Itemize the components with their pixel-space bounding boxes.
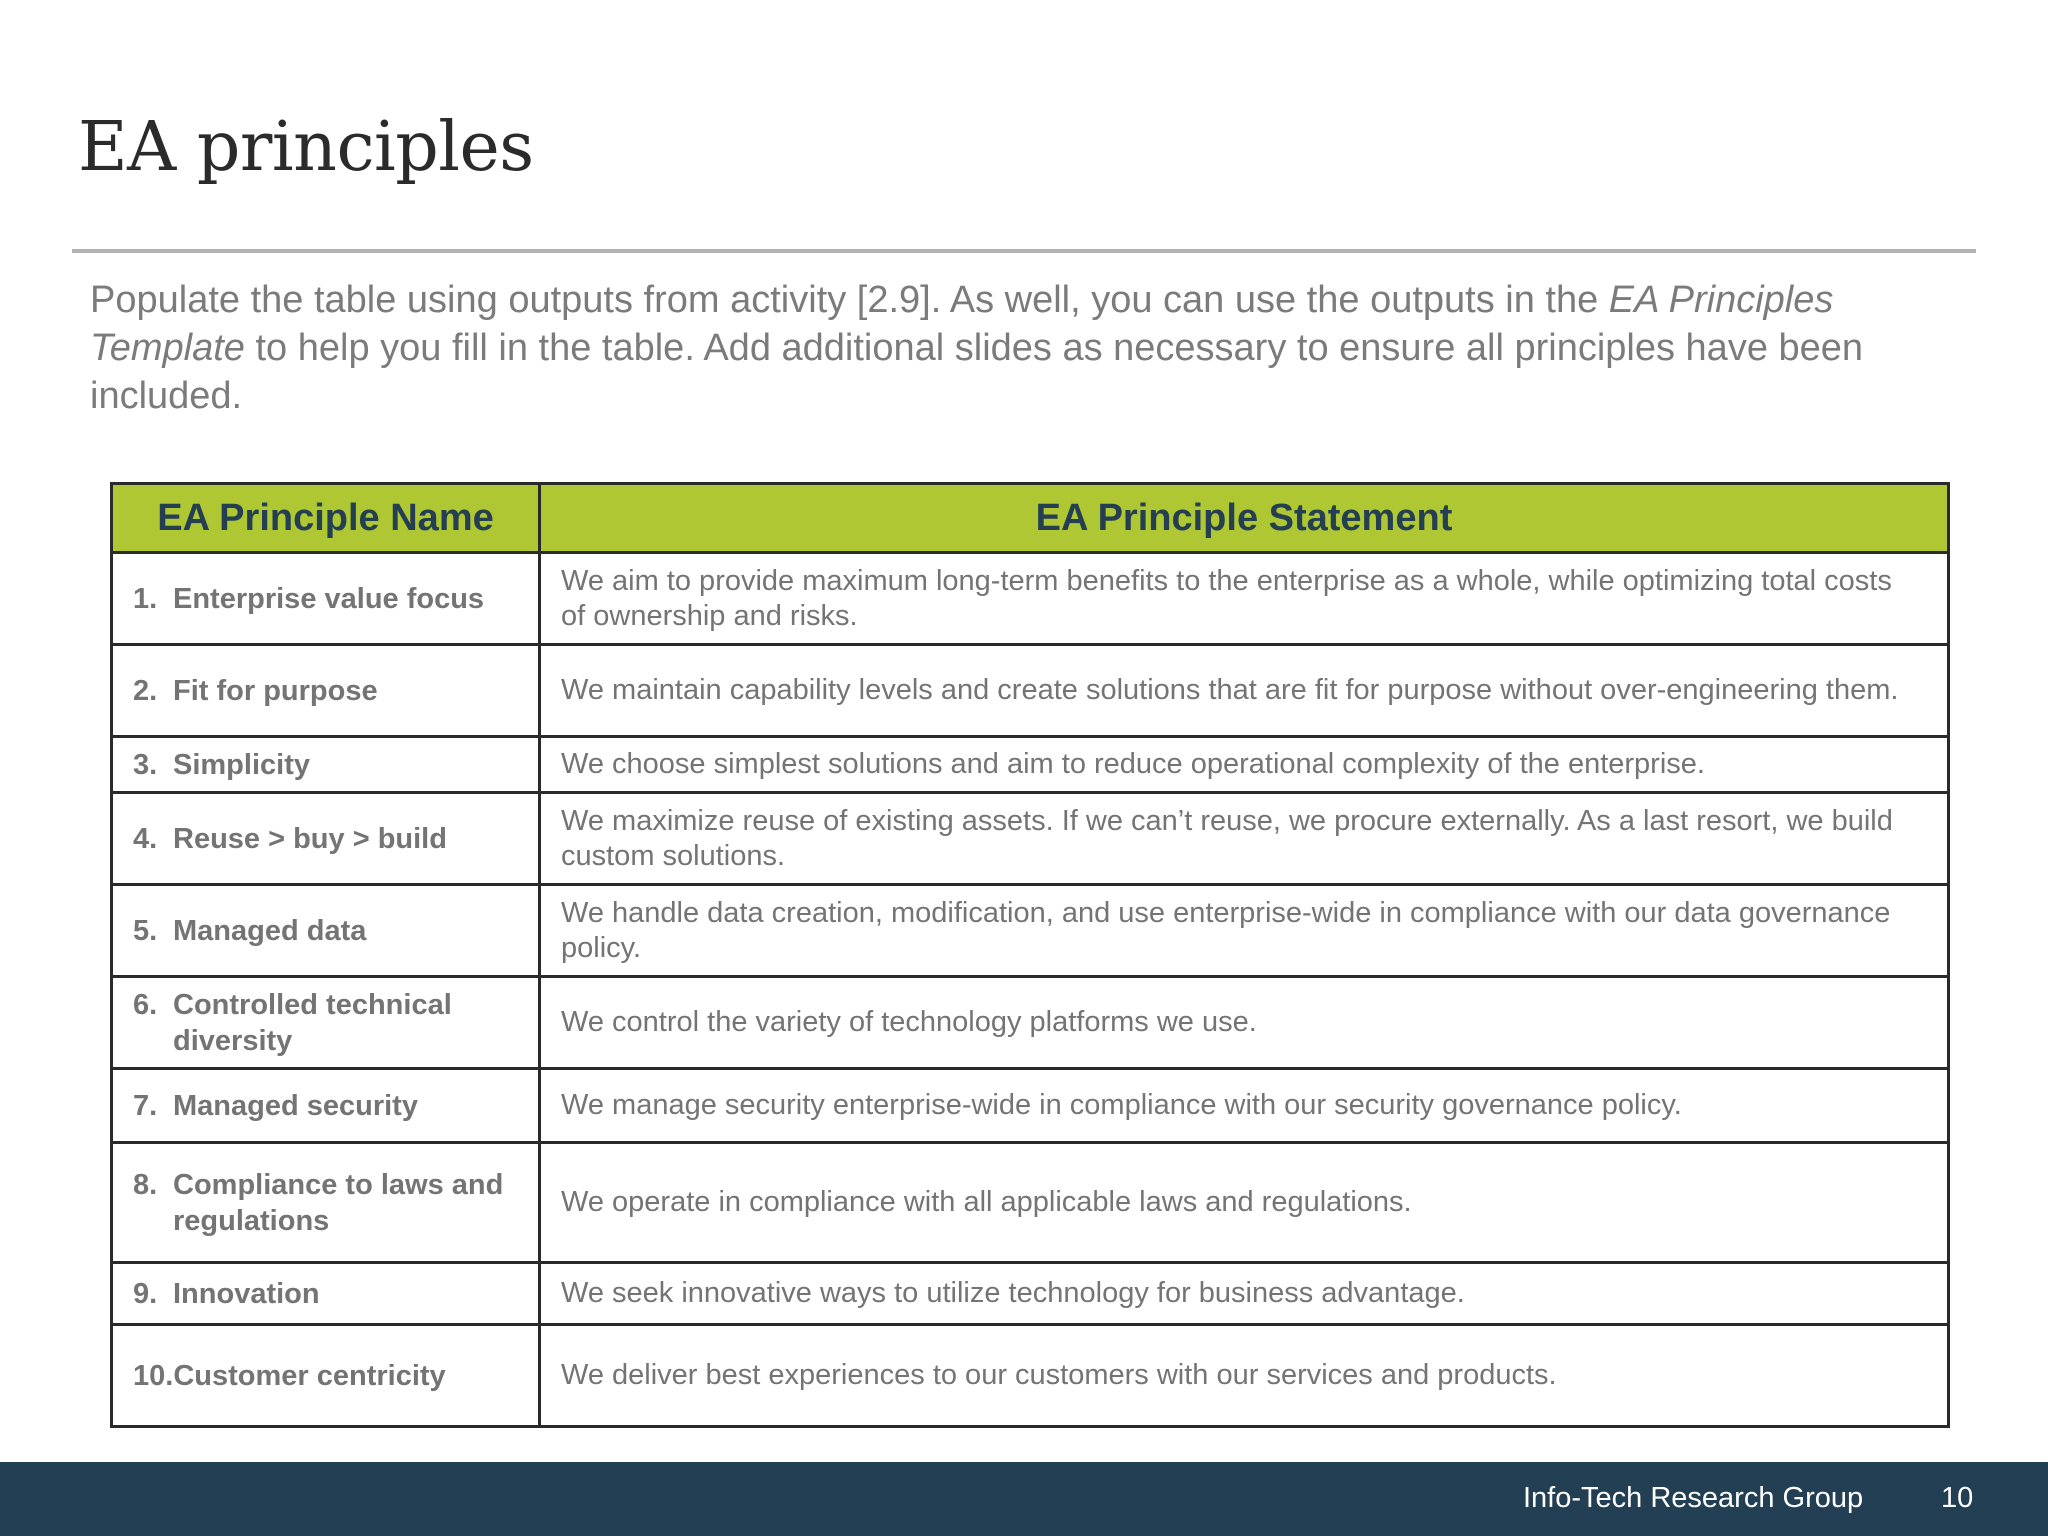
principle-statement: We manage security enterprise-wide in compliance with our security governance policy. bbox=[540, 1069, 1949, 1143]
intro-text-2: to help you fill in the table. Add additional slides as necessary to ensure all principles have been included. bbox=[90, 327, 1864, 417]
page-title: EA principles bbox=[78, 108, 534, 187]
principle-name-cell bbox=[112, 1263, 540, 1325]
principle-number: 2. bbox=[133, 674, 158, 707]
table-row bbox=[112, 977, 1949, 1069]
table-row bbox=[112, 1263, 1949, 1325]
principle-statement: We control the variety of technology platforms we use. bbox=[540, 977, 1949, 1069]
principle-name: Fit for purpose bbox=[173, 674, 378, 707]
principle-name-wrap bbox=[133, 987, 530, 1059]
principle-name: Compliance to laws and regulations bbox=[173, 1168, 504, 1237]
principle-name-cell bbox=[112, 645, 540, 737]
principle-name-wrap bbox=[133, 1088, 530, 1124]
column-header-name: EA Principle Name bbox=[112, 484, 540, 553]
table-row bbox=[112, 1325, 1949, 1427]
principle-name-cell bbox=[112, 1325, 540, 1427]
principle-number: 4. bbox=[133, 822, 158, 855]
principle-name: Controlled technical diversity bbox=[173, 988, 452, 1057]
principle-number: 3. bbox=[133, 748, 158, 781]
principle-number: 6. bbox=[133, 988, 158, 1021]
principles-table-container bbox=[110, 482, 1947, 1428]
principle-number: 10. bbox=[133, 1359, 174, 1392]
principle-number: 7. bbox=[133, 1089, 158, 1122]
page-number: 10 bbox=[1941, 1482, 1974, 1514]
table-row bbox=[112, 553, 1949, 645]
principle-number: 8. bbox=[133, 1168, 158, 1201]
principle-name-wrap bbox=[133, 1358, 530, 1394]
principle-number: 5. bbox=[133, 914, 158, 947]
intro-italic: EA Principles Template bbox=[90, 279, 1834, 369]
intro-text-1: Populate the table using outputs from activity [2.9]. As well, you can use the outputs in the bbox=[90, 279, 1609, 321]
principle-name: Reuse > buy > build bbox=[173, 822, 447, 855]
principle-number: 9. bbox=[133, 1277, 158, 1310]
principle-statement: We maintain capability levels and create solutions that are fit for purpose without over-engineering them. bbox=[540, 645, 1949, 737]
table-header-row bbox=[112, 484, 1949, 553]
principle-statement: We operate in compliance with all applicable laws and regulations. bbox=[540, 1143, 1949, 1263]
principle-statement: We handle data creation, modification, and use enterprise-wide in compliance with our data governance policy. bbox=[540, 885, 1949, 977]
principle-name-wrap bbox=[133, 821, 530, 857]
principle-name-wrap bbox=[133, 673, 530, 709]
principle-name-wrap bbox=[133, 913, 530, 949]
table-row bbox=[112, 885, 1949, 977]
principle-statement: We choose simplest solutions and aim to reduce operational complexity of the enterprise. bbox=[540, 737, 1949, 793]
principle-statement: We aim to provide maximum long-term benefits to the enterprise as a whole, while optimizing total costs of ownership and risks. bbox=[540, 553, 1949, 645]
table-row bbox=[112, 793, 1949, 885]
principle-statement: We deliver best experiences to our customers with our services and products. bbox=[540, 1325, 1949, 1427]
principle-name: Customer centricity bbox=[173, 1359, 446, 1392]
principle-name-wrap bbox=[133, 1167, 530, 1239]
principle-number: 1. bbox=[133, 582, 158, 615]
principle-name-wrap bbox=[133, 1276, 530, 1312]
column-header-statement: EA Principle Statement bbox=[540, 484, 1949, 553]
table-row bbox=[112, 737, 1949, 793]
principle-name-cell bbox=[112, 885, 540, 977]
principles-table bbox=[110, 482, 1950, 1428]
principle-name-cell bbox=[112, 1069, 540, 1143]
principle-statement: We seek innovative ways to utilize technology for business advantage. bbox=[540, 1263, 1949, 1325]
principle-name-cell bbox=[112, 793, 540, 885]
footer-organization: Info-Tech Research Group bbox=[1523, 1482, 1864, 1514]
principle-name-wrap bbox=[133, 747, 530, 783]
principle-name-cell bbox=[112, 737, 540, 793]
principle-name: Simplicity bbox=[173, 748, 310, 781]
principle-name-cell bbox=[112, 1143, 540, 1263]
principle-name: Innovation bbox=[173, 1277, 320, 1310]
principle-name: Managed data bbox=[173, 914, 367, 947]
principle-statement: We maximize reuse of existing assets. If we can’t reuse, we procure externally. As a last resort, we build custom solutions. bbox=[540, 793, 1949, 885]
principle-name: Managed security bbox=[173, 1089, 418, 1122]
principle-name-cell bbox=[112, 553, 540, 645]
principle-name-wrap bbox=[133, 581, 530, 617]
table-row bbox=[112, 1069, 1949, 1143]
footer-bar bbox=[0, 1462, 2048, 1536]
table-row bbox=[112, 1143, 1949, 1263]
principle-name: Enterprise value focus bbox=[173, 582, 485, 615]
title-divider bbox=[72, 249, 1976, 253]
principle-name-cell bbox=[112, 977, 540, 1069]
table-row bbox=[112, 645, 1949, 737]
intro-paragraph bbox=[90, 276, 1990, 420]
